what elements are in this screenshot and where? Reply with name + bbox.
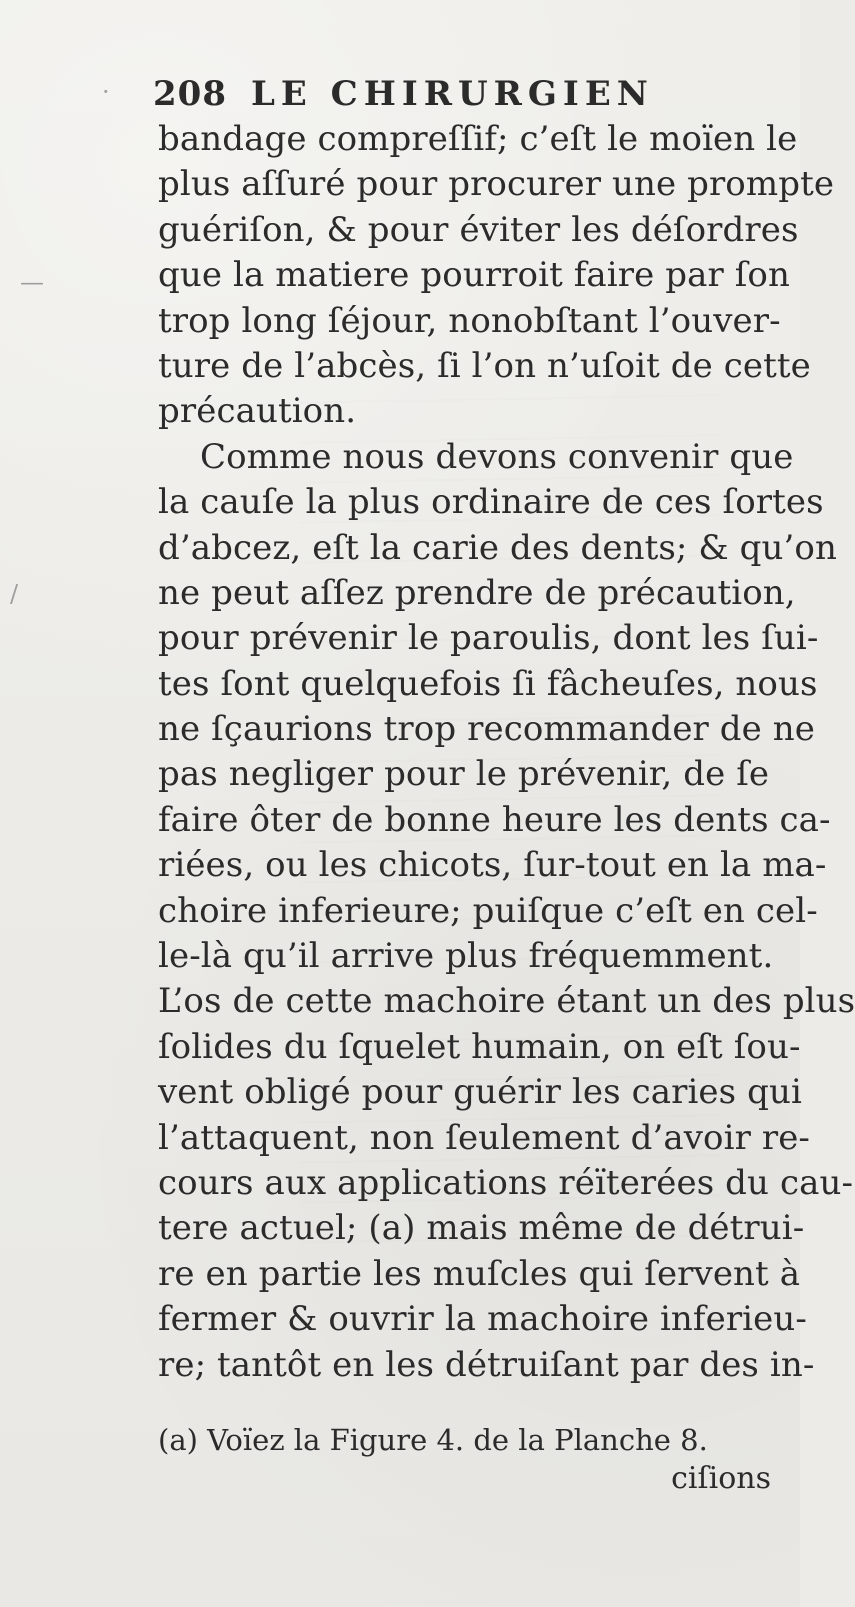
body-text [158,117,855,1388]
text-line: guériſon, & pour éviter les déſordres [158,209,799,250]
margin-dash: — [20,268,44,296]
paragraph-first-line: Comme nous devons convenir que [200,436,794,477]
text-line: pas negliger pour le prévenir, de ſe [158,754,770,795]
text-line: riées, ou les chicots, ſur-tout en la ma- [158,845,827,886]
footnote: (a) Voïez la Figure 4. de la Planche 8. [158,1423,708,1457]
text-line: re en partie les muſcles qui ſervent à [158,1253,801,1294]
text-line: bandage compreſſif; c’eſt le moïen le [158,119,798,159]
text-line: l’attaquent, non ſeulement d’avoir re- [158,1117,811,1158]
catchword: ciſions [671,1461,771,1496]
text-line: choire inferieure; puiſque c’eſt en cel- [158,890,818,931]
text-line: tes ſont quelquefois ſi fâcheuſes, nous [158,663,818,704]
page-header [153,74,738,120]
text-line: la cauſe la plus ordinaire de ces ſortes [158,482,824,523]
text-line: précaution. [158,391,357,432]
text-line: d’abcez, eſt la carie des dents; & qu’on [158,527,838,568]
margin-slash: / [10,580,19,608]
text-line: ſolides du ſquelet humain, on eſt ſou- [158,1026,801,1067]
running-title: LE CHIRURGIEN [250,74,654,114]
text-line: fermer & ouvrir la machoire inferieu- [158,1299,807,1340]
text-line: faire ôter de bonne heure les dents ca- [158,799,831,840]
text-line: L’os de cette machoire étant un des plus [158,981,855,1022]
text-line: pour prévenir le paroulis, dont les ſui- [158,618,819,659]
text-line: que la matiere pourroit faire par ſon [158,255,791,296]
text-line: trop long ſéjour, nonobſtant l’ouver- [158,300,781,341]
text-line: re; tantôt en les détruiſant par des in- [158,1344,815,1385]
text-line: plus aſſuré pour procurer une prompte [158,164,835,205]
text-line: cours aux applications réïterées du cau- [158,1162,854,1203]
page-number: 208 [153,74,227,114]
text-line: ne ſçaurions trop recommander de ne [158,709,816,750]
text-line: ne peut aſſez prendre de précaution, [158,572,796,613]
text-line: vent obligé pour guérir les caries qui [158,1072,802,1113]
margin-dot: · [102,78,110,106]
text-line: le-là qu’il arrive plus fréquemment. [158,936,774,977]
text-line: tere actuel; (a) mais même de détrui- [158,1208,805,1249]
text-line: ture de l’abcès, ſi l’on n’uſoit de cette [158,345,811,386]
